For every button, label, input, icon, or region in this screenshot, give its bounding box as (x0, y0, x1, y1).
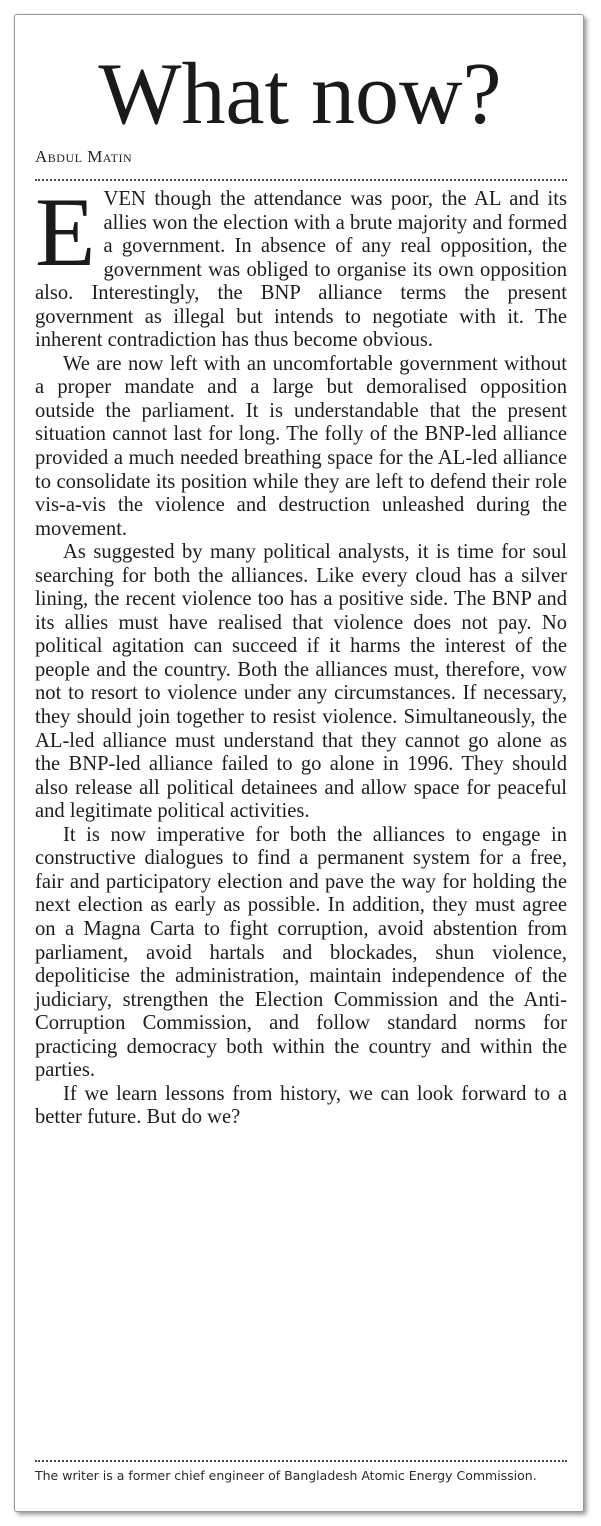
paragraph-1-text: VEN though the attendance was poor, the AL and its allies won the election with a brute majority and formed a government. In absence of any real opposition, the government was obliged to organise its own opposition also. Interestingly, the BNP alliance terms the present government as illegal but intends to negotiate with it. The inherent contradiction has thus become obvious. (35, 188, 567, 352)
article-body (35, 178, 567, 1130)
paragraph-1 (35, 178, 567, 353)
paragraph-4: It is now imperative for both the alliances to engage in constructive dialogues to find a permanent system for a free, fair and participatory election and pave the way for holding the next election as early as possible. In addition, they must agree on a Magna Carta to fight corruption, avoid abstention from parliament, avoid hartals and blockades, shun violence, depoliticise the administration, maintain independence of the judiciary, strengthen the Election Commission and the Anti-Corruption Commission, and follow standard norms for practicing democracy both within the country and within the parties. (35, 823, 567, 1082)
paragraph-3: As suggested by many political analysts, it is time for soul searching for both the alliances. Like every cloud has a silver lining, the recent violence too has a positive side. The BNP and its allies must have realised that violence does not pay. No political agitation can succeed if it harms the interest of the people and the country. Both the alliances must, therefore, vow not to resort to violence under any circumstances. If necessary, they should join together to resist violence. Simultaneously, the AL-led alliance must understand that they cannot go alone as the BNP-led alliance failed to go alone in 1996. They should also release all political detainees and allow space for peaceful and legitimate political activities. (35, 541, 567, 823)
article-card (14, 14, 584, 1512)
byline-divider (35, 179, 567, 181)
footnote-divider (35, 1460, 567, 1462)
paragraph-2: We are now left with an uncomfortable government without a proper mandate and a large but demoralised opposition outside the parliament. It is understandable that the present situation cannot last for long. The folly of the BNP-led alliance provided a much needed breathing space for the AL-led alliance to consolidate its position while they are left to defend their role vis-a-vis the violence and destruction unleashed during the movement. (35, 352, 567, 540)
byline: Abdul Matin (35, 147, 133, 166)
author-note: The writer is a former chief engineer of Bangladesh Atomic Energy Commission. (35, 1468, 537, 1483)
paragraph-5: If we learn lessons from history, we can look forward to a better future. But do we? (35, 1082, 567, 1129)
headline: What now? (98, 46, 502, 143)
drop-cap: E (35, 178, 96, 287)
